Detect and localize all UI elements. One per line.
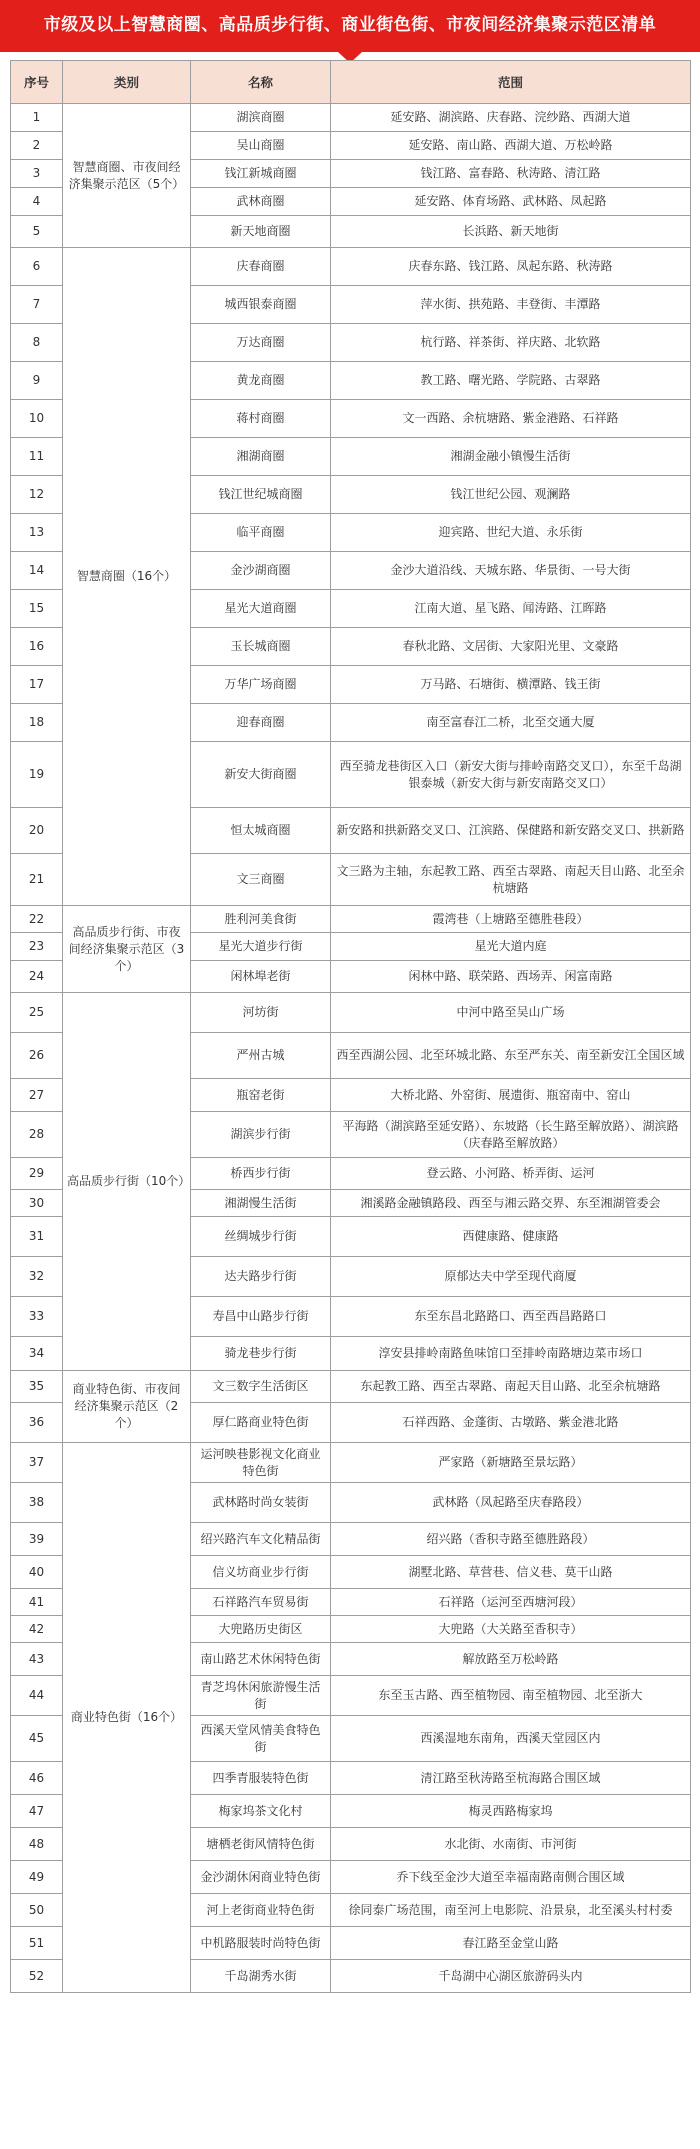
table-row	[11, 1371, 691, 1403]
row-name-cell: 厚仁路商业特色街	[191, 1403, 331, 1443]
row-scope-cell: 大兜路（大关路至香积寺）	[331, 1616, 691, 1643]
row-name-cell: 文三商圈	[191, 854, 331, 906]
row-index-cell: 4	[11, 188, 63, 216]
table-row	[11, 248, 691, 286]
row-name-cell: 湖滨步行街	[191, 1112, 331, 1158]
row-scope-cell: 乔下线至金沙大道至幸福南路南侧合围区域	[331, 1861, 691, 1894]
row-name-cell: 金沙湖商圈	[191, 552, 331, 590]
table-row	[11, 906, 691, 933]
row-scope-cell: 春江路至金堂山路	[331, 1927, 691, 1960]
header-index: 序号	[11, 61, 63, 104]
row-name-cell: 胜利河美食街	[191, 906, 331, 933]
row-name-cell: 四季青服装特色街	[191, 1762, 331, 1795]
list-table	[10, 60, 691, 1993]
table-row	[11, 1443, 691, 1483]
row-name-cell: 达夫路步行街	[191, 1257, 331, 1297]
row-index-cell: 37	[11, 1443, 63, 1483]
row-name-cell: 塘栖老街风情特色街	[191, 1828, 331, 1861]
row-scope-cell: 新安路和拱新路交叉口、江滨路、保健路和新安路交叉口、拱新路	[331, 808, 691, 854]
row-scope-cell: 迎宾路、世纪大道、永乐街	[331, 514, 691, 552]
row-index-cell: 24	[11, 961, 63, 993]
row-scope-cell: 延安路、体育场路、武林路、凤起路	[331, 188, 691, 216]
row-name-cell: 星光大道步行街	[191, 933, 331, 961]
table-row	[11, 104, 691, 132]
row-name-cell: 星光大道商圈	[191, 590, 331, 628]
category-cell: 商业特色街、市夜间经济集聚示范区（2个）	[63, 1371, 191, 1443]
row-index-cell: 36	[11, 1403, 63, 1443]
row-name-cell: 城西银泰商圈	[191, 286, 331, 324]
row-name-cell: 文三数字生活街区	[191, 1371, 331, 1403]
header-name: 名称	[191, 61, 331, 104]
row-index-cell: 26	[11, 1033, 63, 1079]
row-scope-cell: 星光大道内庭	[331, 933, 691, 961]
row-index-cell: 42	[11, 1616, 63, 1643]
row-scope-cell: 水北街、水南街、市河街	[331, 1828, 691, 1861]
row-index-cell: 47	[11, 1795, 63, 1828]
row-scope-cell: 湘湖金融小镇慢生活街	[331, 438, 691, 476]
row-index-cell: 35	[11, 1371, 63, 1403]
row-index-cell: 6	[11, 248, 63, 286]
row-index-cell: 49	[11, 1861, 63, 1894]
row-scope-cell: 教工路、曙光路、学院路、古翠路	[331, 362, 691, 400]
row-scope-cell: 武林路（凤起路至庆春路段）	[331, 1483, 691, 1523]
row-index-cell: 14	[11, 552, 63, 590]
row-scope-cell: 长浜路、新天地街	[331, 216, 691, 248]
row-index-cell: 21	[11, 854, 63, 906]
row-name-cell: 新安大街商圈	[191, 742, 331, 808]
row-scope-cell: 平海路（湖滨路至延安路）、东坡路（长生路至解放路）、湖滨路（庆春路至解放路）	[331, 1112, 691, 1158]
row-name-cell: 西溪天堂风情美食特色街	[191, 1716, 331, 1762]
row-name-cell: 钱江世纪城商圈	[191, 476, 331, 514]
row-scope-cell: 湘溪路金融镇路段、西至与湘云路交界、东至湘湖管委会	[331, 1190, 691, 1217]
row-index-cell: 31	[11, 1217, 63, 1257]
row-name-cell: 新天地商圈	[191, 216, 331, 248]
row-scope-cell: 西健康路、健康路	[331, 1217, 691, 1257]
row-scope-cell: 解放路至万松岭路	[331, 1643, 691, 1676]
row-index-cell: 30	[11, 1190, 63, 1217]
row-index-cell: 16	[11, 628, 63, 666]
row-name-cell: 丝绸城步行街	[191, 1217, 331, 1257]
page-title-banner	[0, 0, 700, 52]
row-scope-cell: 东至东昌北路路口、西至西昌路路口	[331, 1297, 691, 1337]
row-scope-cell: 西至西湖公园、北至环城北路、东至严东关、南至新安江全国区域	[331, 1033, 691, 1079]
row-index-cell: 44	[11, 1676, 63, 1716]
row-index-cell: 9	[11, 362, 63, 400]
row-scope-cell: 严家路（新塘路至景坛路）	[331, 1443, 691, 1483]
row-index-cell: 50	[11, 1894, 63, 1927]
row-index-cell: 18	[11, 704, 63, 742]
row-scope-cell: 淳安县排岭南路鱼味馆口至排岭南路塘边菜市场口	[331, 1337, 691, 1371]
row-name-cell: 千岛湖秀水街	[191, 1960, 331, 1993]
row-index-cell: 38	[11, 1483, 63, 1523]
header-category: 类别	[63, 61, 191, 104]
row-scope-cell: 东至玉古路、西至植物园、南至植物园、北至浙大	[331, 1676, 691, 1716]
row-index-cell: 11	[11, 438, 63, 476]
row-name-cell: 武林路时尚女装街	[191, 1483, 331, 1523]
row-name-cell: 信义坊商业步行街	[191, 1556, 331, 1589]
row-name-cell: 青芝坞休闲旅游慢生活街	[191, 1676, 331, 1716]
row-name-cell: 梅家坞茶文化村	[191, 1795, 331, 1828]
row-scope-cell: 清江路至秋涛路至杭海路合围区域	[331, 1762, 691, 1795]
row-scope-cell: 原郁达夫中学至现代商厦	[331, 1257, 691, 1297]
row-scope-cell: 万马路、石塘街、横潭路、钱王街	[331, 666, 691, 704]
row-index-cell: 15	[11, 590, 63, 628]
row-index-cell: 27	[11, 1079, 63, 1112]
row-name-cell: 桥西步行街	[191, 1158, 331, 1190]
row-scope-cell: 文一西路、余杭塘路、紫金港路、石祥路	[331, 400, 691, 438]
row-scope-cell: 东起教工路、西至古翠路、南起天目山路、北至余杭塘路	[331, 1371, 691, 1403]
row-scope-cell: 文三路为主轴，东起教工路、西至古翠路、南起天目山路、北至余杭塘路	[331, 854, 691, 906]
row-scope-cell: 钱江路、富春路、秋涛路、清江路	[331, 160, 691, 188]
row-scope-cell: 霞湾巷（上塘路至德胜巷段）	[331, 906, 691, 933]
row-scope-cell: 湖墅北路、草营巷、信义巷、莫干山路	[331, 1556, 691, 1589]
row-index-cell: 41	[11, 1589, 63, 1616]
row-name-cell: 迎春商圈	[191, 704, 331, 742]
row-index-cell: 20	[11, 808, 63, 854]
row-index-cell: 43	[11, 1643, 63, 1676]
row-index-cell: 45	[11, 1716, 63, 1762]
row-index-cell: 17	[11, 666, 63, 704]
row-index-cell: 48	[11, 1828, 63, 1861]
row-name-cell: 玉长城商圈	[191, 628, 331, 666]
row-scope-cell: 千岛湖中心湖区旅游码头内	[331, 1960, 691, 1993]
category-cell: 智慧商圈（16个）	[63, 248, 191, 906]
category-cell: 智慧商圈、市夜间经济集聚示范区（5个）	[63, 104, 191, 248]
row-index-cell: 51	[11, 1927, 63, 1960]
row-name-cell: 钱江新城商圈	[191, 160, 331, 188]
row-index-cell: 13	[11, 514, 63, 552]
row-scope-cell: 庆春东路、钱江路、凤起东路、秋涛路	[331, 248, 691, 286]
row-index-cell: 32	[11, 1257, 63, 1297]
row-name-cell: 寿昌中山路步行街	[191, 1297, 331, 1337]
row-name-cell: 恒太城商圈	[191, 808, 331, 854]
row-index-cell: 1	[11, 104, 63, 132]
row-name-cell: 严州古城	[191, 1033, 331, 1079]
header-scope: 范围	[331, 61, 691, 104]
row-index-cell: 28	[11, 1112, 63, 1158]
row-name-cell: 闲林埠老街	[191, 961, 331, 993]
row-index-cell: 8	[11, 324, 63, 362]
row-scope-cell: 梅灵西路梅家坞	[331, 1795, 691, 1828]
row-name-cell: 大兜路历史街区	[191, 1616, 331, 1643]
row-scope-cell: 中河中路至吴山广场	[331, 993, 691, 1033]
row-scope-cell: 登云路、小河路、桥弄街、运河	[331, 1158, 691, 1190]
category-cell: 商业特色街（16个）	[63, 1443, 191, 1993]
row-index-cell: 34	[11, 1337, 63, 1371]
table-body	[11, 104, 691, 1993]
row-index-cell: 39	[11, 1523, 63, 1556]
row-scope-cell: 春秋北路、文居街、大家阳光里、文豪路	[331, 628, 691, 666]
row-scope-cell: 徐同泰广场范围，南至河上电影院、沿景泉，北至溪头村村委	[331, 1894, 691, 1927]
row-name-cell: 万华广场商圈	[191, 666, 331, 704]
row-scope-cell: 南至富春江二桥，北至交通大厦	[331, 704, 691, 742]
category-cell: 高品质步行街、市夜间经济集聚示范区（3个）	[63, 906, 191, 993]
row-name-cell: 黄龙商圈	[191, 362, 331, 400]
row-scope-cell: 石祥西路、金蓬街、古墩路、紫金港北路	[331, 1403, 691, 1443]
row-name-cell: 绍兴路汽车文化精品街	[191, 1523, 331, 1556]
row-name-cell: 金沙湖休闲商业特色街	[191, 1861, 331, 1894]
row-name-cell: 运河映巷影视文化商业特色街	[191, 1443, 331, 1483]
row-name-cell: 河坊街	[191, 993, 331, 1033]
row-scope-cell: 延安路、湖滨路、庆春路、浣纱路、西湖大道	[331, 104, 691, 132]
row-index-cell: 23	[11, 933, 63, 961]
row-name-cell: 庆春商圈	[191, 248, 331, 286]
row-scope-cell: 江南大道、星飞路、闻涛路、江晖路	[331, 590, 691, 628]
row-index-cell: 19	[11, 742, 63, 808]
row-index-cell: 3	[11, 160, 63, 188]
row-scope-cell: 萍水街、拱苑路、丰登街、丰潭路	[331, 286, 691, 324]
row-index-cell: 52	[11, 1960, 63, 1993]
row-scope-cell: 延安路、南山路、西湖大道、万松岭路	[331, 132, 691, 160]
row-name-cell: 湘湖商圈	[191, 438, 331, 476]
row-index-cell: 12	[11, 476, 63, 514]
row-index-cell: 5	[11, 216, 63, 248]
row-index-cell: 10	[11, 400, 63, 438]
row-index-cell: 29	[11, 1158, 63, 1190]
list-table-container	[10, 60, 690, 1993]
row-scope-cell: 闲林中路、联荣路、西场弄、闲富南路	[331, 961, 691, 993]
row-name-cell: 湘湖慢生活街	[191, 1190, 331, 1217]
table-header-row	[11, 61, 691, 104]
row-name-cell: 吴山商圈	[191, 132, 331, 160]
row-name-cell: 骑龙巷步行街	[191, 1337, 331, 1371]
row-name-cell: 瓶窑老街	[191, 1079, 331, 1112]
row-scope-cell: 大桥北路、外窑街、展遗街、瓶窑南中、窑山	[331, 1079, 691, 1112]
row-index-cell: 40	[11, 1556, 63, 1589]
row-scope-cell: 石祥路（运河至西塘河段）	[331, 1589, 691, 1616]
row-name-cell: 武林商圈	[191, 188, 331, 216]
row-scope-cell: 西至骑龙巷街区入口（新安大街与排岭南路交叉口），东至千岛湖银泰城（新安大街与新安南路交叉口）	[331, 742, 691, 808]
row-name-cell: 临平商圈	[191, 514, 331, 552]
row-name-cell: 中机路服装时尚特色街	[191, 1927, 331, 1960]
row-scope-cell: 金沙大道沿线、天城东路、华景街、一号大街	[331, 552, 691, 590]
row-scope-cell: 钱江世纪公园、观澜路	[331, 476, 691, 514]
table-row	[11, 993, 691, 1033]
row-scope-cell: 西溪湿地东南角，西溪天堂园区内	[331, 1716, 691, 1762]
row-index-cell: 2	[11, 132, 63, 160]
row-scope-cell: 绍兴路（香积寺路至德胜路段）	[331, 1523, 691, 1556]
row-name-cell: 南山路艺术休闲特色街	[191, 1643, 331, 1676]
row-index-cell: 33	[11, 1297, 63, 1337]
row-name-cell: 河上老街商业特色街	[191, 1894, 331, 1927]
row-index-cell: 46	[11, 1762, 63, 1795]
row-index-cell: 25	[11, 993, 63, 1033]
row-name-cell: 万达商圈	[191, 324, 331, 362]
row-scope-cell: 杭行路、祥茶街、祥庆路、北软路	[331, 324, 691, 362]
row-index-cell: 22	[11, 906, 63, 933]
row-name-cell: 石祥路汽车贸易街	[191, 1589, 331, 1616]
row-index-cell: 7	[11, 286, 63, 324]
page-title: 市级及以上智慧商圈、高品质步行街、商业街色街、市夜间经济集聚示范区清单	[43, 15, 657, 35]
category-cell: 高品质步行街（10个）	[63, 993, 191, 1371]
row-name-cell: 湖滨商圈	[191, 104, 331, 132]
row-name-cell: 蒋村商圈	[191, 400, 331, 438]
